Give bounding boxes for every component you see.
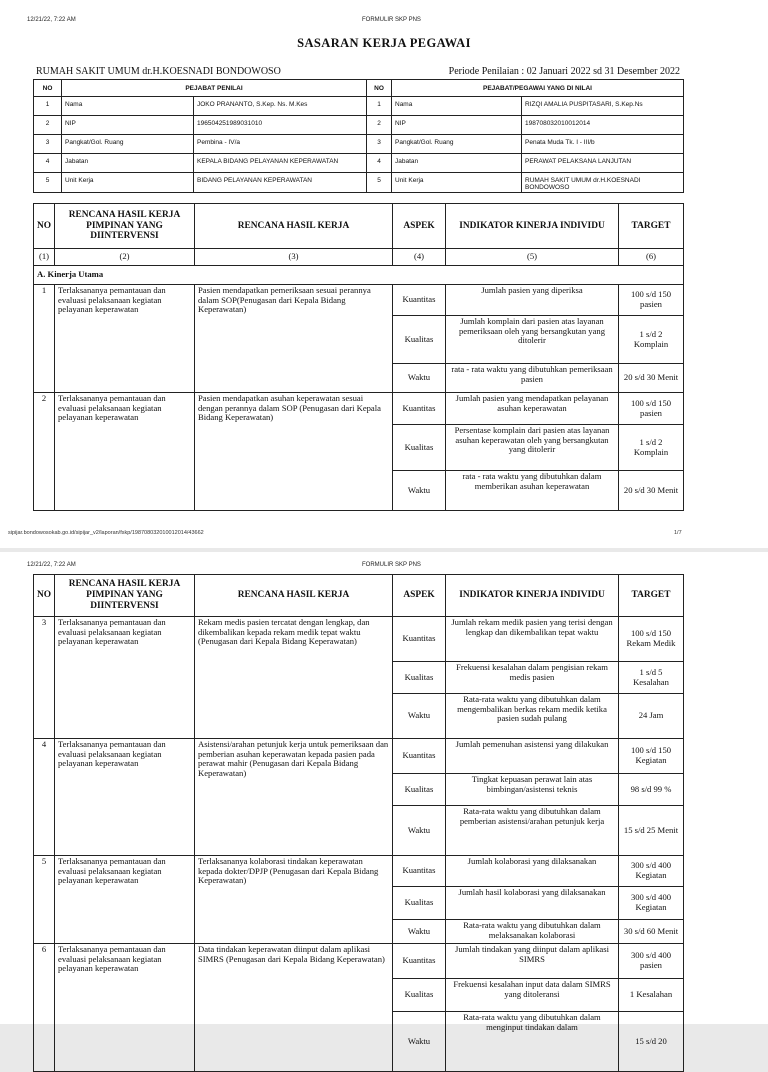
- identity-table: [33, 79, 684, 193]
- header-aspek: ASPEK: [393, 575, 446, 617]
- item-number: 3: [34, 617, 55, 739]
- penilai-no: 3: [34, 135, 62, 154]
- skp-row: [34, 393, 684, 425]
- aspek-cell: Kuantitas: [393, 617, 446, 662]
- skp-row: [34, 944, 684, 979]
- indikator-cell: Rata-rata waktu yang dibutuhkan dalam mengembalikan berkas rekam medik ketika pasien sudah pulang: [446, 694, 619, 739]
- target-cell: 98 s/d 99 %: [619, 774, 684, 806]
- target-cell: 30 s/d 60 Menit: [619, 920, 684, 944]
- rencana-pimpinan-cell: Terlaksananya pemantauan dan evaluasi pelaksanaan kegiatan pelayanan keperawatan: [55, 944, 195, 1072]
- target-cell: 20 s/d 30 Menit: [619, 364, 684, 393]
- rencana-pimpinan-cell: Terlaksananya pemantauan dan evaluasi pelaksanaan kegiatan pelayanan keperawatan: [55, 617, 195, 739]
- print-timestamp: 12/21/22, 7:22 AM: [27, 562, 76, 568]
- indikator-cell: Rata-rata waktu yang dibutuhkan dalam menginput tindakan dalam: [446, 1012, 619, 1072]
- aspek-cell: Waktu: [393, 1012, 446, 1072]
- indikator-cell: Jumlah tindakan yang diinput dalam aplikasi SIMRS: [446, 944, 619, 979]
- penilai-no: 2: [34, 116, 62, 135]
- identity-header-row: [34, 80, 684, 97]
- indikator-cell: Jumlah pemenuhan asistensi yang dilakukan: [446, 739, 619, 774]
- target-cell: 100 s/d 150 Kegiatan: [619, 739, 684, 774]
- target-cell: 300 s/d 400 pasien: [619, 944, 684, 979]
- rencana-pimpinan-cell: Terlaksananya pemantauan dan evaluasi pelaksanaan kegiatan pelayanan keperawatan: [55, 739, 195, 856]
- pegawai-no: 1: [367, 97, 392, 116]
- header-no: NO: [34, 204, 55, 249]
- aspek-cell: Waktu: [393, 694, 446, 739]
- form-title: FORMULIR SKP PNS: [362, 562, 421, 568]
- penilai-field-label: Pangkat/Gol. Ruang: [62, 135, 194, 154]
- column-number: (1): [34, 249, 55, 266]
- identity-row: [34, 173, 684, 193]
- target-cell: 24 Jam: [619, 694, 684, 739]
- document-page-2: [0, 552, 768, 1046]
- column-number: (3): [195, 249, 393, 266]
- header-no: NO: [34, 575, 55, 617]
- target-cell: 15 s/d 25 Menit: [619, 806, 684, 856]
- pegawai-field-label: Nama: [392, 97, 522, 116]
- indikator-cell: Jumlah pasien yang mendapatkan pelayanan asuhan keperawatan: [446, 393, 619, 425]
- penilai-no: 1: [34, 97, 62, 116]
- identity-row: [34, 116, 684, 135]
- target-cell: 20 s/d 30 Menit: [619, 471, 684, 511]
- form-title: FORMULIR SKP PNS: [362, 17, 421, 23]
- aspek-cell: Kuantitas: [393, 856, 446, 887]
- rencana-hasil-kerja-cell: Terlaksananya kolaborasi tindakan keperawatan kepada dokter/DPJP (Penugasan dari Kepala Bidang Keperawatan): [195, 856, 393, 944]
- target-cell: 300 s/d 400 Kegiatan: [619, 856, 684, 887]
- header-rencana-hasil-kerja: RENCANA HASIL KERJA: [195, 204, 393, 249]
- pegawai-no: 5: [367, 173, 392, 193]
- pegawai-field-value: 198708032010012014: [522, 116, 684, 135]
- skp-table-page-1: [33, 203, 684, 511]
- pegawai-no: 4: [367, 154, 392, 173]
- pegawai-field-value: RIZQI AMALIA PUSPITASARI, S.Kep.Ns: [522, 97, 684, 116]
- identity-row: [34, 154, 684, 173]
- indikator-cell: Jumlah kolaborasi yang dilaksanakan: [446, 856, 619, 887]
- aspek-cell: Kuantitas: [393, 944, 446, 979]
- pegawai-field-value: RUMAH SAKIT UMUM dr.H.KOESNADI BONDOWOSO: [522, 173, 684, 193]
- header-pejabat-penilai: PEJABAT PENILAI: [62, 80, 367, 97]
- penilai-field-value: 196504251989031010: [194, 116, 367, 135]
- penilai-field-value: JOKO PRANANTO, S.Kep. Ns. M.Kes: [194, 97, 367, 116]
- aspek-cell: Kuantitas: [393, 393, 446, 425]
- pegawai-field-value: PERAWAT PELAKSANA LANJUTAN: [522, 154, 684, 173]
- indikator-cell: Rata-rata waktu yang dibutuhkan dalam melaksanakan kolaborasi: [446, 920, 619, 944]
- penilai-no: 4: [34, 154, 62, 173]
- penilai-field-label: Unit Kerja: [62, 173, 194, 193]
- print-timestamp: 12/21/22, 7:22 AM: [27, 17, 76, 23]
- header-pegawai-dinilai: PEJABAT/PEGAWAI YANG DI NILAI: [392, 80, 684, 97]
- header-no-2: NO: [367, 80, 392, 97]
- indikator-cell: Frekuensi kesalahan input data dalam SIMRS yang ditoleransi: [446, 979, 619, 1012]
- rencana-pimpinan-cell: Terlaksananya pemantauan dan evaluasi pelaksanaan kegiatan pelayanan keperawatan: [55, 285, 195, 393]
- penilai-field-value: KEPALA BIDANG PELAYANAN KEPERAWATAN: [194, 154, 367, 173]
- rencana-hasil-kerja-cell: Pasien mendapatkan pemeriksaan sesuai perannya dalam SOP(Penugasan dari Kepala Bidang Keperawatan): [195, 285, 393, 393]
- rencana-hasil-kerja-cell: Pasien mendapatkan asuhan keperawatan sesuai dengan perannya dalam SOP (Penugasan dari Kepala Bidang Keperawatan): [195, 393, 393, 511]
- skp-header-row: [34, 575, 684, 617]
- header-target: TARGET: [619, 204, 684, 249]
- skp-row: [34, 739, 684, 774]
- indikator-cell: Jumlah komplain dari pasien atas layanan pemeriksaan oleh yang bersangkutan yang ditolerir: [446, 316, 619, 364]
- skp-row: [34, 285, 684, 316]
- skp-header-row: [34, 204, 684, 249]
- column-number: (2): [55, 249, 195, 266]
- rencana-pimpinan-cell: Terlaksananya pemantauan dan evaluasi pelaksanaan kegiatan pelayanan keperawatan: [55, 856, 195, 944]
- aspek-cell: Waktu: [393, 471, 446, 511]
- header-no: NO: [34, 80, 62, 97]
- pegawai-field-label: Unit Kerja: [392, 173, 522, 193]
- header-aspek: ASPEK: [393, 204, 446, 249]
- penilai-field-label: Nama: [62, 97, 194, 116]
- aspek-cell: Waktu: [393, 806, 446, 856]
- section-title: A. Kinerja Utama: [34, 266, 684, 285]
- assessment-period: Periode Penilaian : 02 Januari 2022 sd 31 Desember 2022: [448, 66, 680, 77]
- skp-row: [34, 856, 684, 887]
- rencana-hasil-kerja-cell: Data tindakan keperawatan diinput dalam aplikasi SIMRS (Penugasan dari Kepala Bidang Keperawatan): [195, 944, 393, 1072]
- skp-table-page-2: [33, 574, 684, 1072]
- column-number: (4): [393, 249, 446, 266]
- identity-row: [34, 135, 684, 154]
- aspek-cell: Kualitas: [393, 979, 446, 1012]
- header-target: TARGET: [619, 575, 684, 617]
- organization-name: RUMAH SAKIT UMUM dr.H.KOESNADI BONDOWOSO: [36, 66, 281, 77]
- target-cell: 1 s/d 2 Komplain: [619, 425, 684, 471]
- penilai-field-label: Jabatan: [62, 154, 194, 173]
- aspek-cell: Kuantitas: [393, 285, 446, 316]
- target-cell: 100 s/d 150 Rekam Medik: [619, 617, 684, 662]
- pegawai-field-label: NIP: [392, 116, 522, 135]
- indikator-cell: Tingkat kepuasan perawat lain atas bimbingan/asistensi teknis: [446, 774, 619, 806]
- target-cell: 1 Kesalahan: [619, 979, 684, 1012]
- header-rencana-hasil-kerja: RENCANA HASIL KERJA: [195, 575, 393, 617]
- aspek-cell: Waktu: [393, 920, 446, 944]
- identity-row: [34, 97, 684, 116]
- indikator-cell: Persentase komplain dari pasien atas layanan asuhan keperawatan oleh yang bersangkutan yang ditolerir: [446, 425, 619, 471]
- column-number: (6): [619, 249, 684, 266]
- header-indikator: INDIKATOR KINERJA INDIVIDU: [446, 204, 619, 249]
- item-number: 4: [34, 739, 55, 856]
- penilai-field-value: Pembina - IV/a: [194, 135, 367, 154]
- aspek-cell: Waktu: [393, 364, 446, 393]
- item-number: 2: [34, 393, 55, 511]
- pegawai-field-value: Penata Muda Tk. I - III/b: [522, 135, 684, 154]
- rencana-hasil-kerja-cell: Rekam medis pasien tercatat dengan lengkap, dan dikembalikan kepada rekam medik tepat waktu (Penugasan dari Kepala Bidang Keperawatan): [195, 617, 393, 739]
- aspek-cell: Kualitas: [393, 662, 446, 694]
- indikator-cell: Jumlah rekam medik pasien yang terisi dengan lengkap dan dikembalikan tepat waktu: [446, 617, 619, 662]
- item-number: 5: [34, 856, 55, 944]
- indikator-cell: rata - rata waktu yang dibutuhkan pemeriksaan pasien: [446, 364, 619, 393]
- indikator-cell: Jumlah pasien yang diperiksa: [446, 285, 619, 316]
- skp-row: [34, 617, 684, 662]
- target-cell: 1 s/d 5 Kesalahan: [619, 662, 684, 694]
- header-rencana-pimpinan: RENCANA HASIL KERJA PIMPINAN YANG DIINTERVENSI: [55, 204, 195, 249]
- aspek-cell: Kualitas: [393, 425, 446, 471]
- penilai-no: 5: [34, 173, 62, 193]
- column-number: (5): [446, 249, 619, 266]
- aspek-cell: Kualitas: [393, 774, 446, 806]
- column-number-row: [34, 249, 684, 266]
- target-cell: 100 s/d 150 pasien: [619, 285, 684, 316]
- aspek-cell: Kualitas: [393, 316, 446, 364]
- target-cell: 1 s/d 2 Komplain: [619, 316, 684, 364]
- target-cell: 100 s/d 150 pasien: [619, 393, 684, 425]
- page-number: 1/7: [674, 530, 682, 536]
- pegawai-field-label: Jabatan: [392, 154, 522, 173]
- target-cell: 15 s/d 20: [619, 1012, 684, 1072]
- item-number: 6: [34, 944, 55, 1072]
- penilai-field-label: NIP: [62, 116, 194, 135]
- penilai-field-value: BIDANG PELAYANAN KEPERAWATAN: [194, 173, 367, 193]
- header-rencana-pimpinan: RENCANA HASIL KERJA PIMPINAN YANG DIINTERVENSI: [55, 575, 195, 617]
- indikator-cell: rata - rata waktu yang dibutuhkan dalam memberikan asuhan keperawatan: [446, 471, 619, 511]
- target-cell: 300 s/d 400 Kegiatan: [619, 887, 684, 920]
- aspek-cell: Kualitas: [393, 887, 446, 920]
- section-row: [34, 266, 684, 285]
- item-number: 1: [34, 285, 55, 393]
- document-title: SASARAN KERJA PEGAWAI: [297, 36, 471, 50]
- pegawai-no: 3: [367, 135, 392, 154]
- aspek-cell: Kuantitas: [393, 739, 446, 774]
- indikator-cell: Frekuensi kesalahan dalam pengisian rekam medis pasien: [446, 662, 619, 694]
- indikator-cell: Rata-rata waktu yang dibutuhkan dalam pemberian asistensi/arahan petunjuk kerja: [446, 806, 619, 856]
- pegawai-field-label: Pangkat/Gol. Ruang: [392, 135, 522, 154]
- footer-url: sipijar.bondowosokab.go.id/sipijar_v2/laporan/fskp/198708032010012014/43662: [8, 530, 204, 536]
- pegawai-no: 2: [367, 116, 392, 135]
- header-indikator: INDIKATOR KINERJA INDIVIDU: [446, 575, 619, 617]
- rencana-hasil-kerja-cell: Asistensi/arahan petunjuk kerja untuk pemeriksaan dan pemberian asuhan keperawatan kepada pasien pada perawat mahir (Penugasan dari Kepala Bidang Keperawatan): [195, 739, 393, 856]
- rencana-pimpinan-cell: Terlaksananya pemantauan dan evaluasi pelaksanaan kegiatan pelayanan keperawatan: [55, 393, 195, 511]
- indikator-cell: Jumlah hasil kolaborasi yang dilaksanakan: [446, 887, 619, 920]
